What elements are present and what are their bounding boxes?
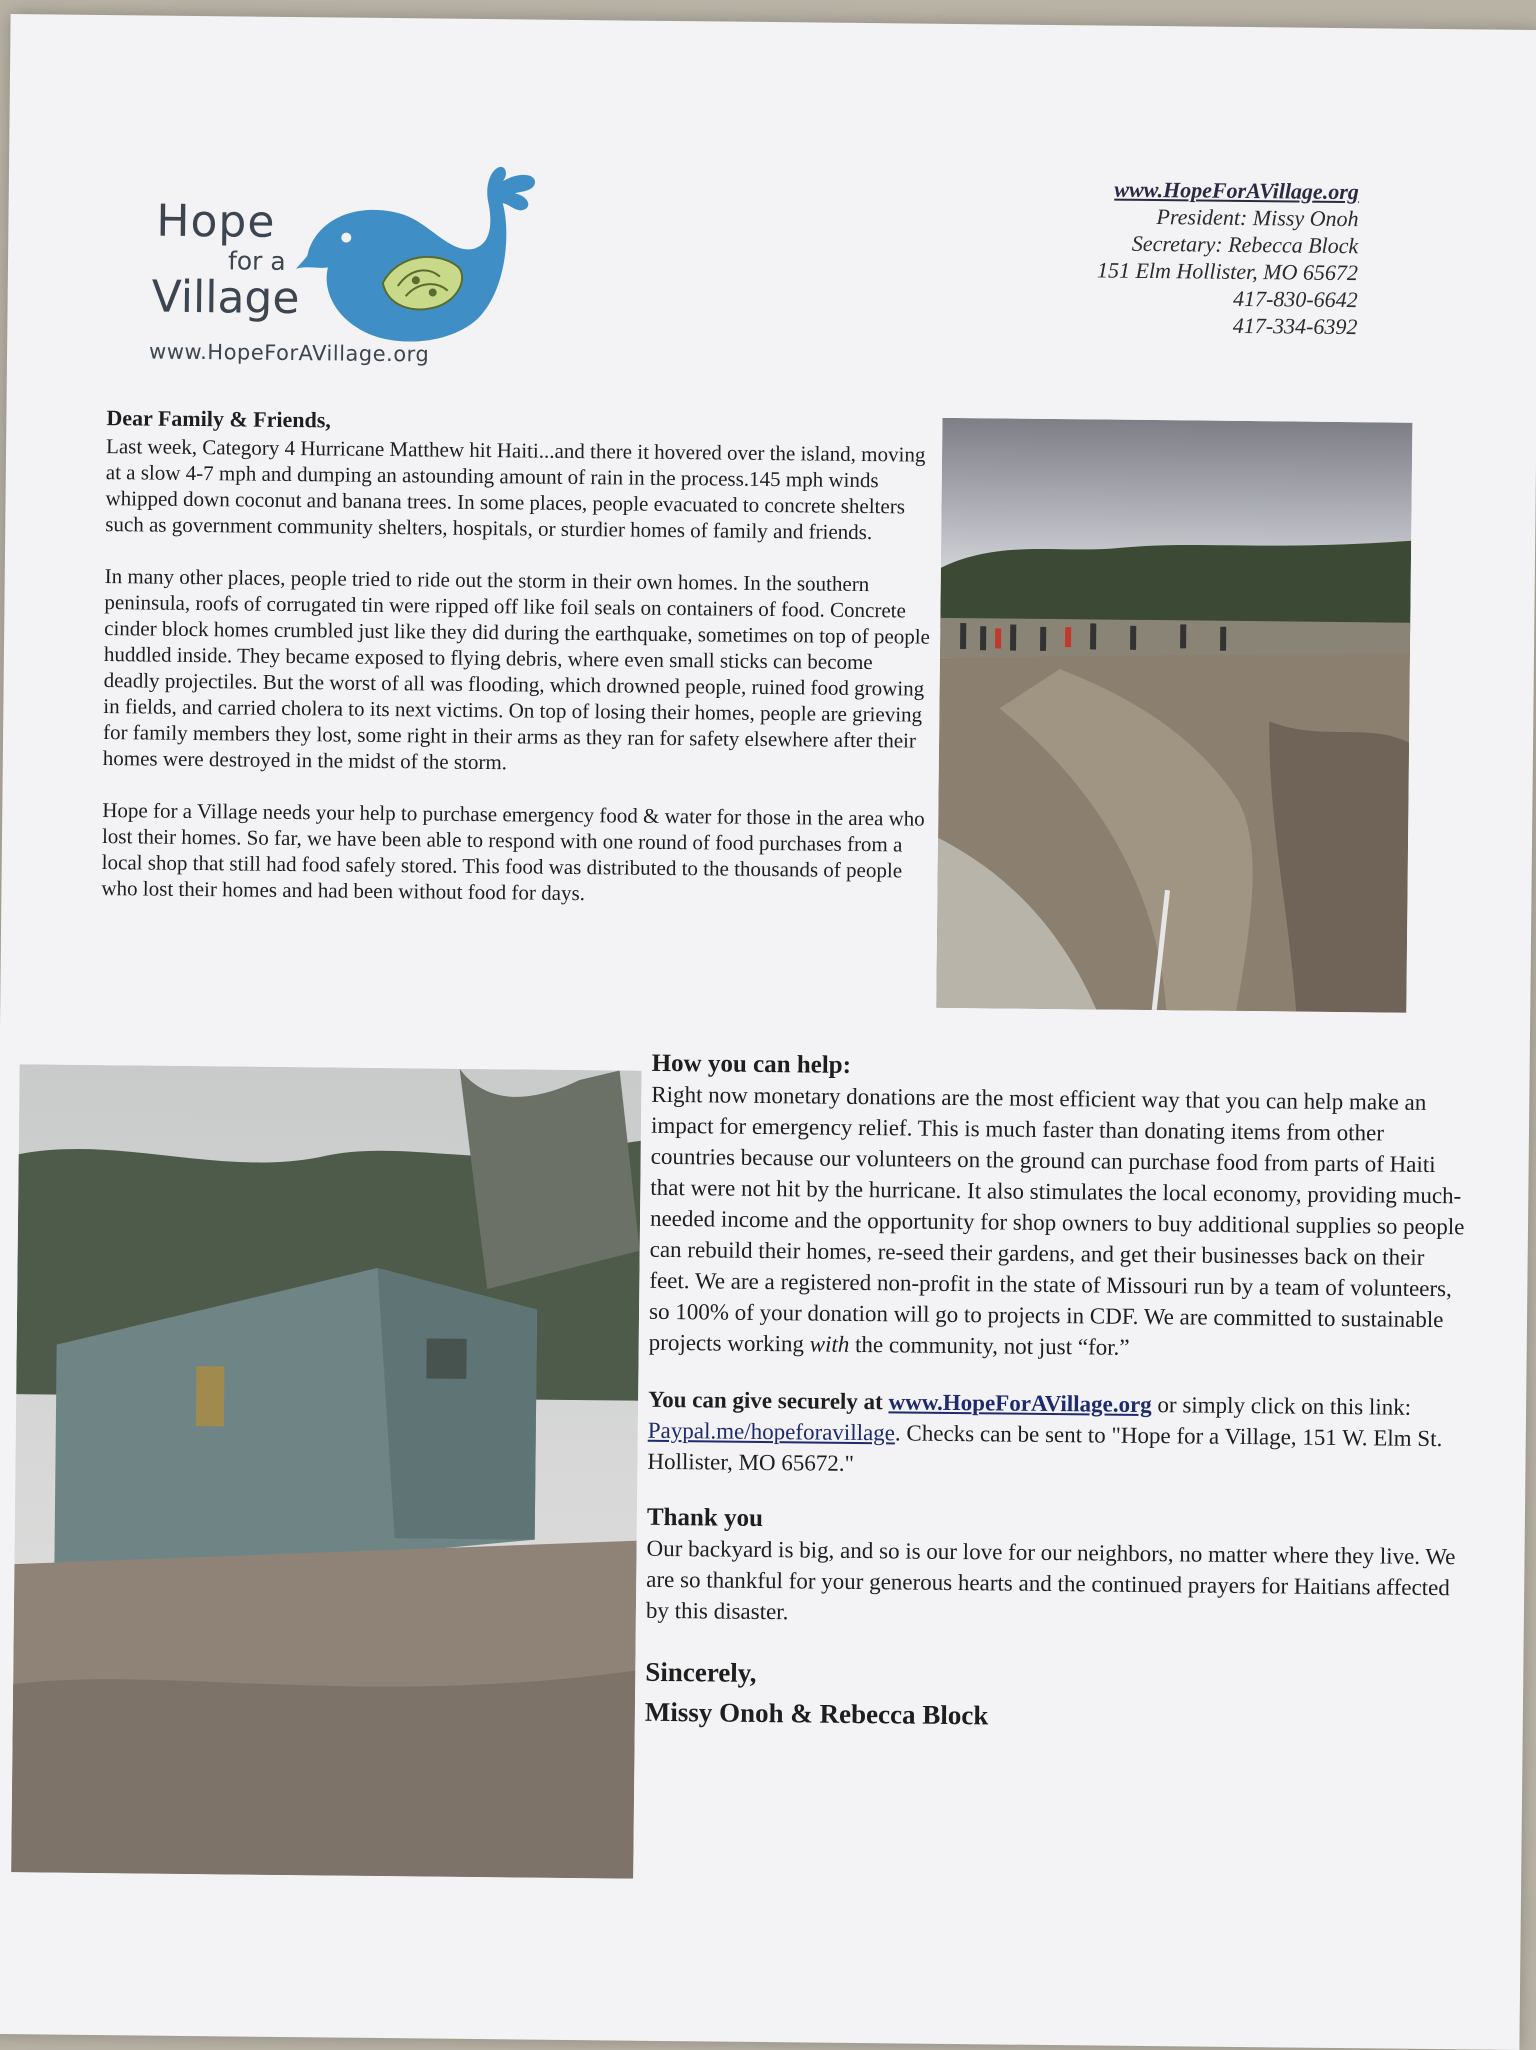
give-lead-text: You can give securely at <box>648 1386 889 1415</box>
logo-village-text: Village <box>151 271 300 325</box>
contact-website-link[interactable]: www.HopeForAVillage.org <box>1114 176 1359 205</box>
thanks-heading: Thank you <box>646 1503 764 1533</box>
thanks-paragraph: Our backyard is big, and so is our love for our neighbors, no matter where they live. We are so thankful for your generous hearts and the continued prayers for Haitians affected by this disaster. <box>645 1535 1456 1625</box>
letter-page <box>0 14 1536 2050</box>
logo-for-a-text: for a <box>227 246 286 276</box>
letter-greeting: Dear Family & Friends, <box>106 405 331 433</box>
contact-address: 151 Elm Hollister, MO 65672 <box>1096 257 1359 286</box>
contact-phone-1: 417-830-6642 <box>1232 285 1358 313</box>
help-paragraph <box>649 1079 1472 1367</box>
letter-paragraph-1: Last week, Category 4 Hurricane Matthew hit Haiti...and there it hovered over the island, moving at a slow 4-7 mph and dumping an astounding amount of rain in the process.145 mph winds whipped down coconut and banana trees. In some places, people evacuated to concrete shelters such as government community shelters, hospitals, or sturdier homes of family and friends. <box>105 434 926 545</box>
give-website-link[interactable]: www.HopeForAVillage.org <box>888 1389 1152 1418</box>
help-paragraph-text: Right now monetary donations are the most efficient way that you can help make an impact for emergency relief. This is much faster than donating items from other countries because our volunteers on the ground can purchase food from parts of Haiti that were not hit by the hurricane. It also stimulates the local economy, providing much-needed income and the opportunity for shop owners to buy additional supplies so people can rebuild their homes, re-seed their gardens, and get their businesses back on their feet. We are a registered non-profit in the state of Missouri run by a team of volunteers, so 100% of your donation will go to projects in CDF. We are committed to sustainable projects working <box>648 1081 1465 1357</box>
logo-url-text: www.HopeForAVillage.org <box>148 339 430 367</box>
signoff-closing: Sincerely, <box>645 1656 757 1688</box>
damaged-house-photo <box>11 1064 641 1878</box>
organization-logo <box>147 136 549 380</box>
letter-paragraph-2: In many other places, people tried to ride out the storm in their own homes. In the southern peninsula, roofs of corrugated tin were ripped off like foil seals on containers of food. Concrete cinder block homes crumbled just like they did during the earthquake, sometimes on top of people huddled inside. They became exposed to flying debris, where even small sticks can become deadly projectiles. But the worst of all was flooding, which drowned people, ruined food growing in fields, and carried cholera to its next victims. On top of losing their homes, people are grieving for family members they lost, some right in their arms as they ran for safety elsewhere after their homes were destroyed in the midst of the storm. <box>102 564 931 775</box>
give-mid-text: or simply click on this link: <box>1151 1392 1412 1420</box>
bird-icon <box>287 157 539 360</box>
give-end-text: . Checks can be sent to "Hope for a Village, 151 W. Elm St. Hollister, MO 65672." <box>647 1420 1443 1476</box>
help-section <box>645 1049 1472 1741</box>
contact-block <box>1096 175 1359 340</box>
help-heading: How you can help: <box>651 1049 852 1079</box>
help-paragraph-italic: with <box>809 1331 850 1357</box>
signoff-names: Missy Onoh & Rebecca Block <box>644 1696 989 1731</box>
letter-paragraph-3: Hope for a Village needs your help to purchase emergency food & water for those in the area who lost their homes. So far, we have been able to respond with one round of food purchases from a local shop that still had food safely stored. This food was distributed to the thousands of people who lost their homes and had been without food for days. <box>101 798 925 906</box>
help-paragraph-end: the community, not just “for.” <box>849 1331 1130 1360</box>
contact-secretary: Secretary: Rebecca Block <box>1131 230 1359 259</box>
logo-hope-text: Hope <box>156 195 276 248</box>
contact-president: President: Missy Onoh <box>1156 204 1359 232</box>
contact-phone-2: 417-334-6392 <box>1232 312 1358 340</box>
letter-intro <box>101 405 936 936</box>
paypal-link[interactable]: Paypal.me/hopeforavillage <box>647 1417 896 1446</box>
flood-river-photo <box>936 418 1412 1013</box>
give-paragraph <box>647 1384 1468 1486</box>
